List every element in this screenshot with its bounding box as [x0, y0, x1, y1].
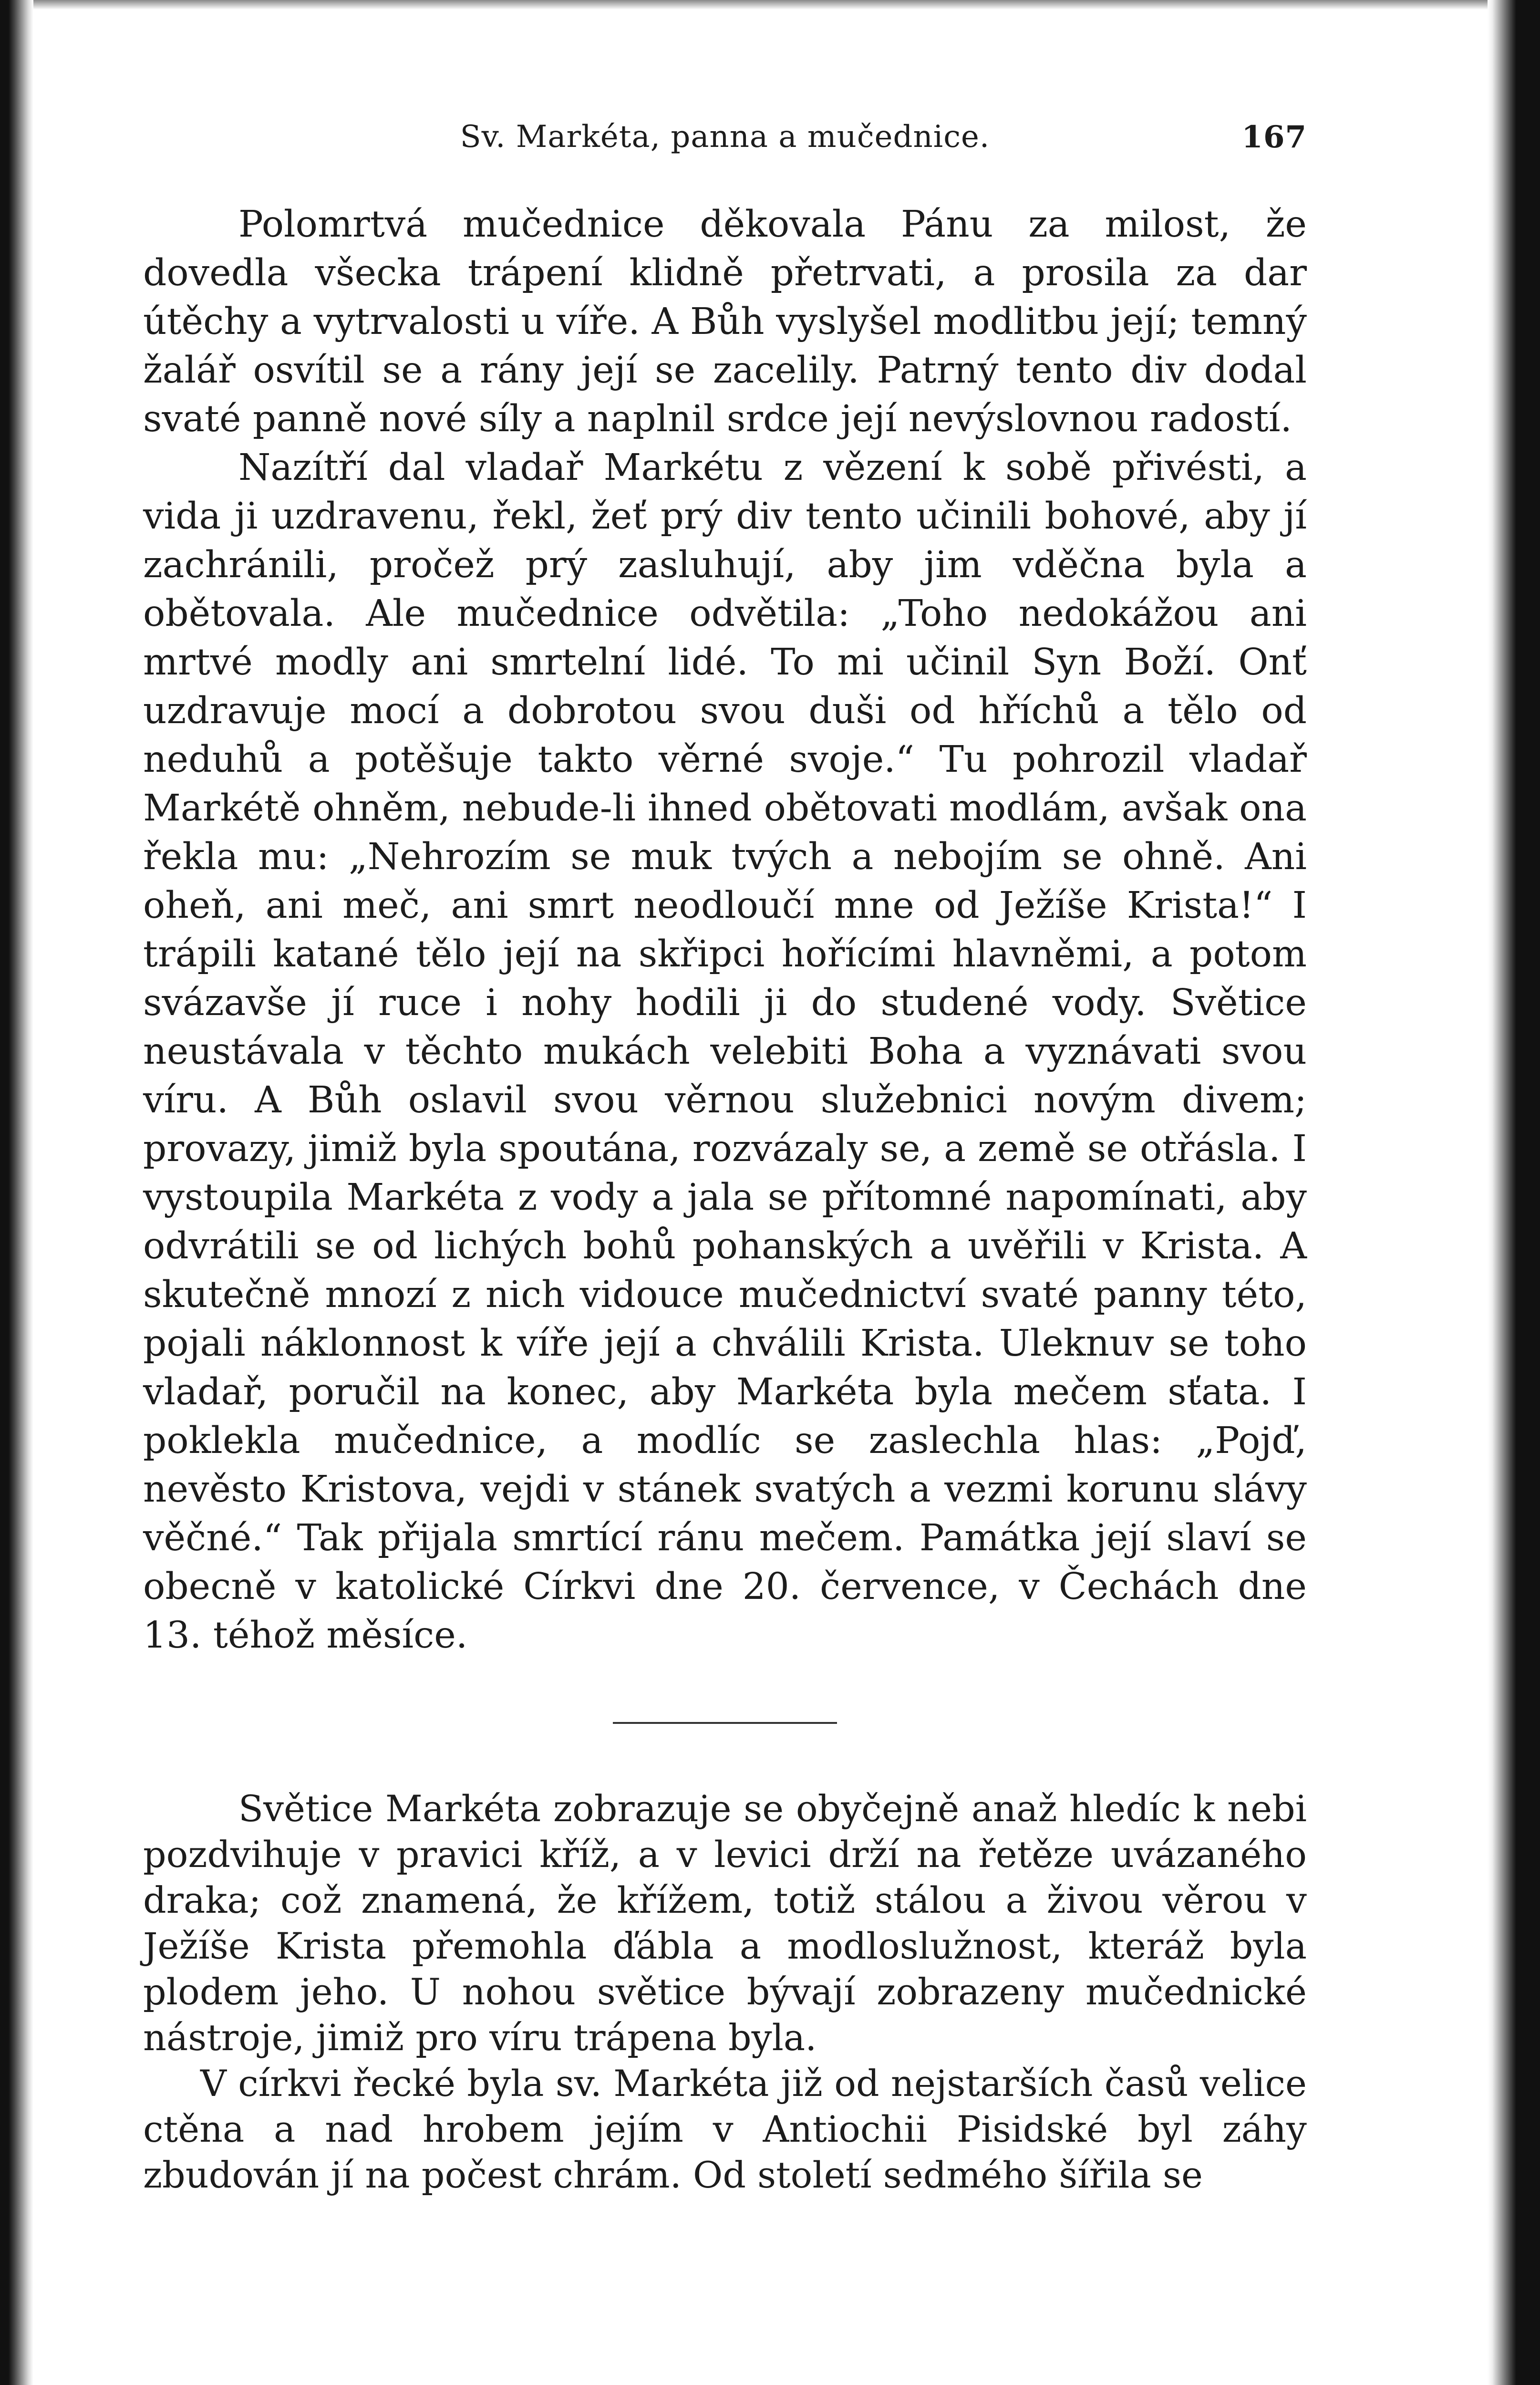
main-text	[143, 200, 1307, 1660]
section-divider	[613, 1722, 837, 1724]
body-paragraph-1: Polomrtvá mučednice děkovala Pánu za milost, že dovedla všecka trápení klidně přetrvati, a prosila za dar útěchy a vytrvalosti u víře. A Bůh vyslyšel modlitbu její; temný žalář osvítil se a rány její se zacelily. Patrný tento div dodal svaté panně nové síly a naplnil srdce její nevýslovnou radostí.	[143, 203, 1307, 440]
running-title: Sv. Markéta, panna a mučednice.	[460, 119, 990, 155]
note-paragraph-2: V církvi řecké byla sv. Markéta již od nejstarších časů velice ctěna a nad hrobem jejím v Antiochii Pisidské byl záhy zbudován jí na počest chrám. Od století sedmého šířila se	[143, 2062, 1307, 2196]
book-page	[143, 110, 1307, 2198]
note-section	[143, 1786, 1307, 2198]
running-head	[143, 110, 1307, 162]
note-paragraph-1: Světice Markéta zobrazuje se obyčejně anaž hledíc k nebi pozdvihuje v pravici kříž, a v levici drží na řetěze uvázaného draka; což znamená, že křížem, totiž stálou a živou věrou v Ježíše Krista přemohla ďábla a modloslužnost, kteráž byla plodem jeho. U nohou světice bývají zobrazeny mučednické nástroje, jimiž pro víru trápena byla.	[143, 1787, 1307, 2059]
scan-shadow-left	[0, 0, 33, 2385]
scan-shadow-top	[0, 0, 1540, 10]
page-number: 167	[1241, 119, 1307, 155]
scan-shadow-right	[1488, 0, 1540, 2385]
body-paragraph-2: Nazítří dal vladař Markétu z vězení k sobě přivésti, a vida ji uzdravenu, řekl, žeť prý div tento učinili bohové, aby jí zachránili, pročež prý zasluhují, aby jim vděčna byla a obětovala. Ale mučednice odvětila: „Toho nedokážou ani mrtvé modly ani smrtelní lidé. To mi učinil Syn Boží. Onť uzdravuje mocí a dobrotou svou duši od hříchů a tělo od neduhů a potěšuje takto věrné svoje.“ Tu pohrozil vladař Markétě ohněm, nebude-li ihned obětovati modlám, avšak ona řekla mu: „Nehrozím se muk tvých a nebojím se ohně. Ani oheň, ani meč, ani smrt neodloučí mne od Ježíše Krista!“ I trápili katané tělo její na skřipci hořícími hlavněmi, a potom svázavše jí ruce i nohy hodili ji do studené vody. Světice neustávala v těchto mukách velebiti Boha a vyznávati svou víru. A Bůh oslavil svou věrnou služebnici novým divem; provazy, jimiž byla spoutána, rozvázaly se, a země se otřásla. I vystoupila Markéta z vody a jala se přítomné napomínati, aby odvrátili se od lichých bohů pohanských a uvěřili v Krista. A skutečně mnozí z nich vidouce mučednictví svaté panny této, pojali náklonnost k víře její a chválili Krista. Uleknuv se toho vladař, poručil na konec, aby Markéta byla mečem sťata. I poklekla mučednice, a modlíc se zaslechla hlas: „Pojď, nevěsto Kristova, vejdi v stánek svatých a vezmi korunu slávy věčné.“ Tak přijala smrtící ránu mečem. Památka její slaví se obecně v katolické Církvi dne 20. července, v Čechách dne 13. téhož měsíce.	[143, 446, 1307, 1657]
